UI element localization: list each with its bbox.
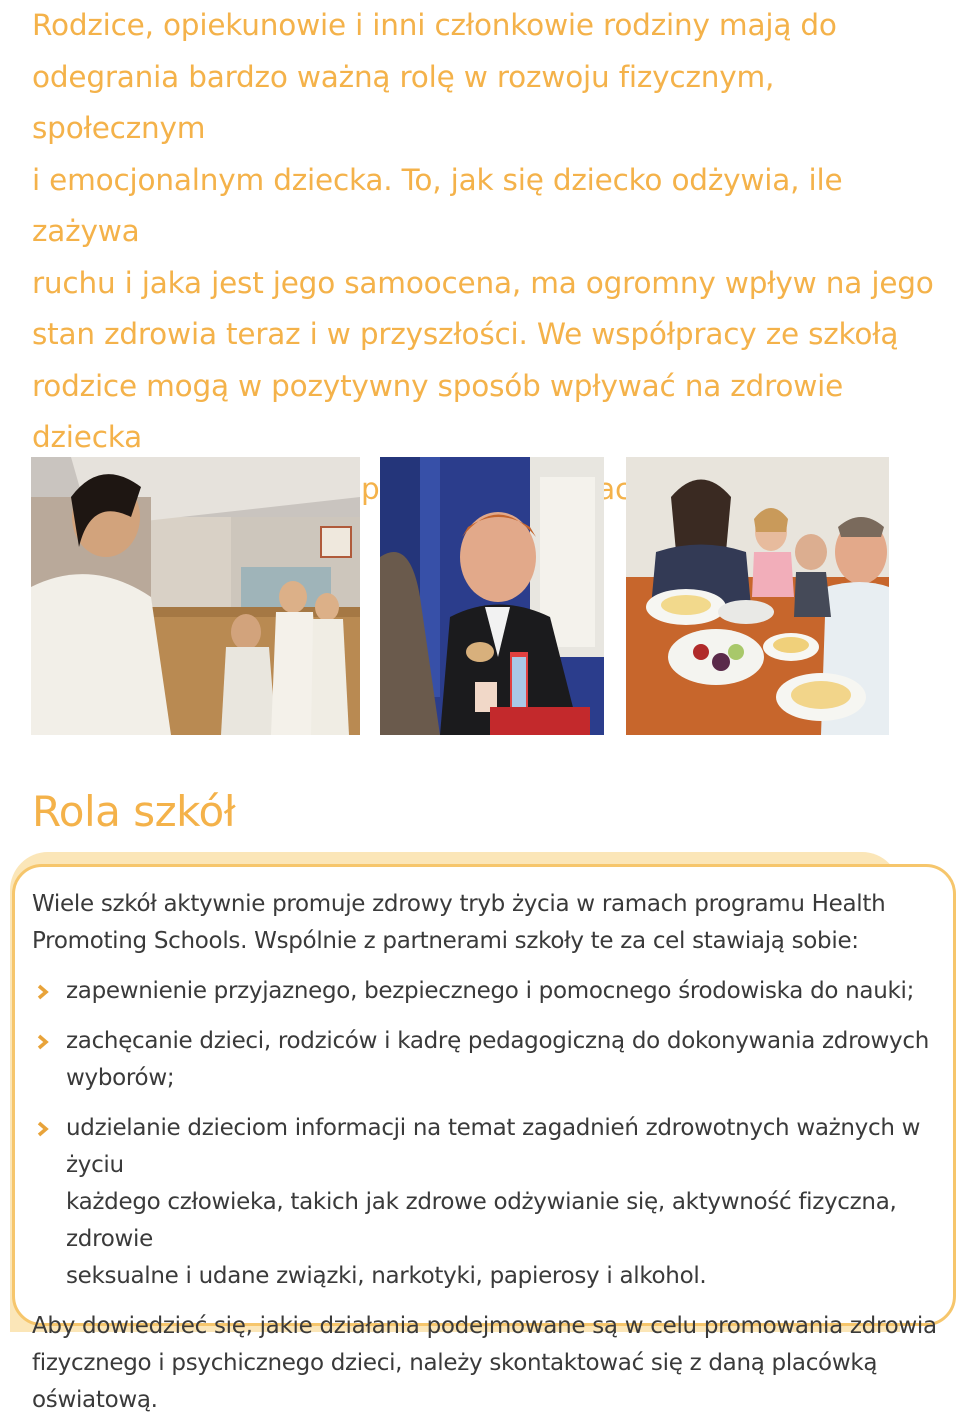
list-item <box>32 1110 947 1295</box>
chevron-right-icon <box>36 984 50 1000</box>
lead-paragraph <box>32 886 947 960</box>
chevron-right-icon <box>36 1121 50 1137</box>
intro-line: stan zdrowia teraz i w przyszłości. We współpracy ze szkołą <box>32 317 899 351</box>
outro-line: fizycznego i psychicznego dzieci, należy skontaktować się z daną placówką oświatową. <box>32 1350 878 1413</box>
lead-line: Promoting Schools. Wspólnie z partnerami szkoły te za cel stawiają sobie: <box>32 928 859 954</box>
list-item-text: zapewnienie przyjaznego, bezpiecznego i pomocnego środowiska do nauki; <box>66 978 915 1004</box>
list-item-text: każdego człowieka, takich jak zdrowe odżywianie się, aktywność fizyczna, zdrowie <box>66 1189 897 1252</box>
goals-list <box>32 973 947 1295</box>
photo-strip <box>0 457 960 735</box>
outro-paragraph <box>32 1308 947 1419</box>
intro-line: rodzice mogą w pozytywny sposób wpływać na zdrowie dziecka <box>32 368 844 454</box>
intro-line: ruchu i jaka jest jego samoocena, ma ogromny wpływ na jego <box>32 265 934 300</box>
intro-line: i emocjonalnym dziecka. To, jak się dziecko odżywia, ile zażywa <box>32 162 843 248</box>
list-item <box>32 1023 947 1097</box>
photo-family-meal <box>626 457 889 735</box>
photo-boy-eating <box>380 457 604 735</box>
lead-line: Wiele szkół aktywnie promuje zdrowy tryb życia w ramach programu Health <box>32 891 886 917</box>
intro-line: odegrania bardzo ważną rolę w rozwoju fizycznym, społecznym <box>32 59 775 145</box>
section-title: Rola szkół <box>32 787 236 836</box>
outro-line: Aby dowiedzieć się, jakie działania podejmowane są w celu promowania zdrowia <box>32 1313 937 1339</box>
list-item <box>32 973 947 1010</box>
list-item-text: seksualne i udane związki, narkotyki, papierosy i alkohol. <box>66 1263 707 1289</box>
photo-gym-children <box>31 457 360 735</box>
list-item-text: udzielanie dzieciom informacji na temat zagadnień zdrowotnych ważnych w życiu <box>66 1115 921 1178</box>
intro-line: Rodzice, opiekunowie i inni członkowie rodziny mają do <box>32 8 837 42</box>
chevron-right-icon <box>36 1034 50 1050</box>
list-item-text: zachęcanie dzieci, rodziców i kadrę pedagogiczną do dokonywania zdrowych <box>66 1028 929 1054</box>
info-box-content <box>32 886 947 1419</box>
list-item-text: wyborów; <box>66 1065 175 1091</box>
